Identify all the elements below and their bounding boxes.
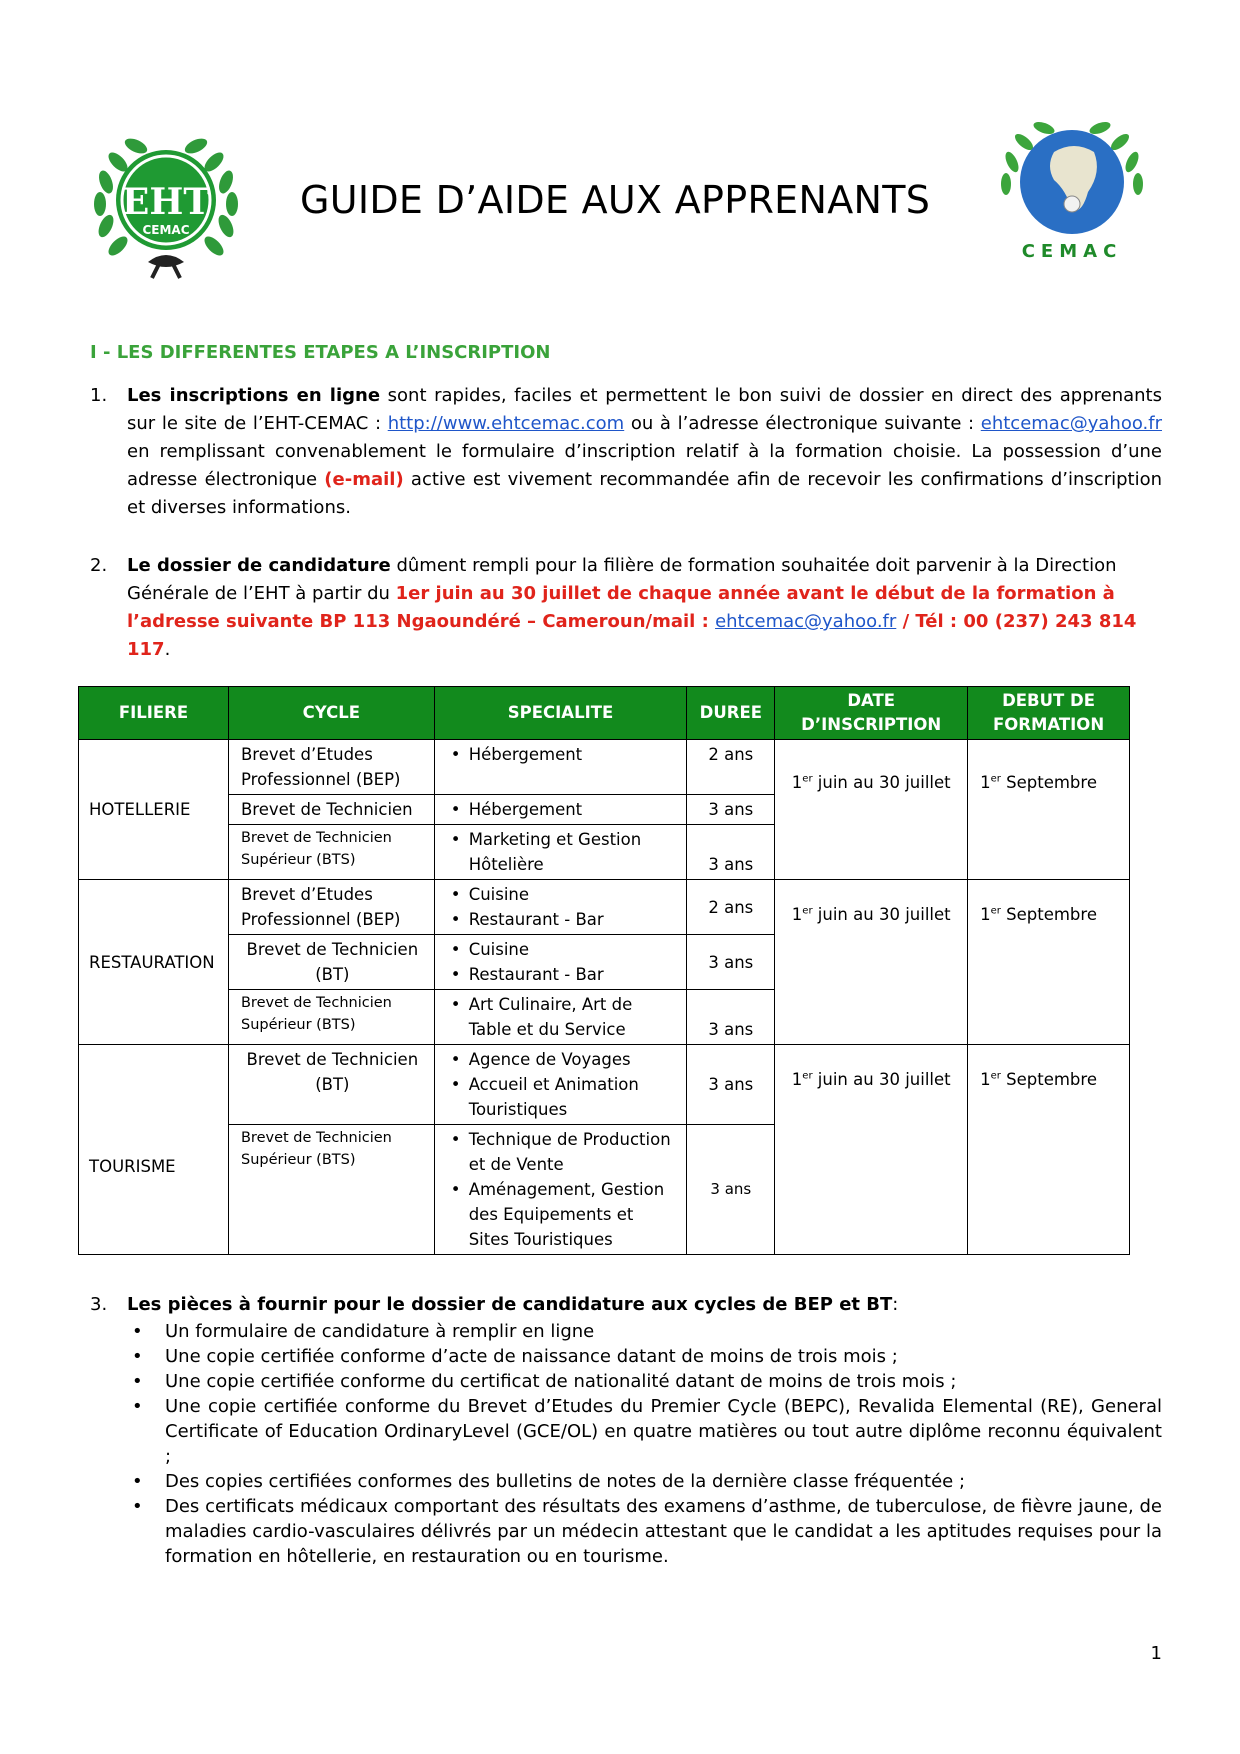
- email-link[interactable]: ehtcemac@yahoo.fr: [980, 413, 1162, 434]
- date-inscription-cell: 1er juin au 30 juillet: [775, 1045, 968, 1255]
- list-item: • Aménagement, Gestion des Equipements et Sites Touristiques: [469, 1177, 677, 1252]
- step-1-text: active est vivement recommandée afin de recevoir les confirmations d’inscription et diverses informations.: [127, 469, 1162, 518]
- email-highlight: (e-mail): [324, 469, 404, 490]
- eht-cemac-logo: [86, 122, 246, 282]
- page-number: 1: [1150, 1643, 1162, 1664]
- specialite-cell: [434, 1045, 687, 1125]
- debut-formation-cell: 1er Septembre: [968, 740, 1130, 880]
- step-2: [90, 552, 1162, 664]
- step-3-title: Les pièces à fournir pour le dossier de candidature aux cycles de BEP et BT: [127, 1294, 893, 1315]
- col-header: CYCLE: [228, 687, 434, 740]
- step-1-text: ou à l’adresse électronique suivante :: [624, 413, 981, 434]
- col-header: DEBUT DE FORMATION: [968, 687, 1130, 740]
- list-item: • Art Culinaire, Art de Table et du Service: [469, 992, 677, 1042]
- cemac-logo: [994, 112, 1150, 262]
- specialite-cell: [434, 990, 687, 1045]
- list-item: • Technique de Production et de Vente: [469, 1127, 677, 1177]
- col-header: DATE D’INSCRIPTION: [775, 687, 968, 740]
- cycle-cell: Brevet de Technicien Supérieur (BTS): [228, 1125, 434, 1255]
- step-2-text: dûment rempli pour la filière de formation souhaitée doit parvenir à la Direction Générale de l’EHT à partir du: [127, 555, 1117, 604]
- list-item: • Agence de Voyages: [469, 1047, 677, 1072]
- col-header: DUREE: [687, 687, 775, 740]
- specialite-cell: [434, 795, 687, 825]
- list-item: • Une copie certifiée conforme du certificat de nationalité datant de moins de trois mois ;: [90, 1369, 1162, 1394]
- list-number: 2.: [90, 555, 108, 576]
- duree-cell: 3 ans: [687, 1045, 775, 1125]
- cycle-cell: Brevet de Technicien (BT): [228, 1045, 434, 1125]
- list-item: • Cuisine: [469, 882, 677, 907]
- table-row: [79, 740, 1130, 795]
- cycle-cell: Brevet de Technicien (BT): [228, 935, 434, 990]
- list-item: • Hébergement: [469, 742, 677, 767]
- address-highlight: 1er juin au 30 juillet de chaque année avant le début de la formation à l’adresse suivante BP 113 Ngaoundéré – Cameroun/mail :: [127, 583, 1115, 632]
- list-item: • Cuisine: [469, 937, 677, 962]
- list-number: 3.: [90, 1294, 108, 1315]
- cycle-cell: Brevet d’Etudes Professionnel (BEP): [228, 740, 434, 795]
- cycle-cell: Brevet de Technicien Supérieur (BTS): [228, 990, 434, 1045]
- section-heading: I - LES DIFFERENTES ETAPES A L’INSCRIPTION: [90, 342, 551, 363]
- list-item: • Une copie certifiée conforme du Brevet d’Etudes du Premier Cycle (BEPC), Revalida Elemental (RE), General Certificate of Education OrdinaryLevel (GCE/OL) en quatre matières ou tout autre diplôme reconnu équivalent ;: [90, 1394, 1162, 1469]
- documents-list: [90, 1319, 1162, 1569]
- training-table: [78, 686, 1130, 1255]
- filiere-cell: TOURISME: [79, 1045, 229, 1255]
- duree-cell: 3 ans: [687, 935, 775, 990]
- email-link[interactable]: ehtcemac@yahoo.fr: [715, 611, 897, 632]
- list-number: 1.: [90, 385, 108, 406]
- specialite-cell: [434, 1125, 687, 1255]
- filiere-cell: RESTAURATION: [79, 880, 229, 1045]
- list-item: • Un formulaire de candidature à remplir en ligne: [90, 1319, 1162, 1344]
- date-inscription-cell: 1er juin au 30 juillet: [775, 880, 968, 1045]
- list-item: • Marketing et Gestion Hôtelière: [469, 827, 677, 877]
- duree-cell: 3 ans: [687, 990, 775, 1045]
- duree-cell: 3 ans: [687, 795, 775, 825]
- step-2-text: .: [164, 639, 171, 660]
- step-2-title: Le dossier de candidature: [127, 555, 391, 576]
- list-item: • Des copies certifiées conformes des bulletins de notes de la dernière classe fréquentée ;: [90, 1469, 1162, 1494]
- step-3: [90, 1292, 1162, 1569]
- specialite-cell: [434, 935, 687, 990]
- specialite-cell: [434, 825, 687, 880]
- list-item: • Restaurant - Bar: [469, 907, 677, 932]
- step-1-title: Les inscriptions en ligne: [127, 385, 381, 406]
- date-inscription-cell: 1er juin au 30 juillet: [775, 740, 968, 880]
- list-item: • Une copie certifiée conforme d’acte de naissance datant de moins de trois mois ;: [90, 1344, 1162, 1369]
- duree-cell: 2 ans: [687, 880, 775, 935]
- svg-text:CEMAC: CEMAC: [142, 223, 190, 237]
- cycle-cell: Brevet de Technicien: [228, 795, 434, 825]
- list-item: • Accueil et Animation Touristiques: [469, 1072, 677, 1122]
- specialite-cell: [434, 740, 687, 795]
- list-item: • Hébergement: [469, 797, 677, 822]
- step-3-colon: :: [892, 1294, 899, 1315]
- duree-cell: 3 ans: [687, 1125, 775, 1255]
- table-row: [79, 880, 1130, 935]
- col-header: SPECIALITE: [434, 687, 687, 740]
- debut-formation-cell: 1er Septembre: [968, 1045, 1130, 1255]
- table-header-row: [79, 687, 1130, 740]
- list-item: • Des certificats médicaux comportant des résultats des examens d’asthme, de tuberculose, de fièvre jaune, de maladies cardio-vasculaires délivrés par un médecin attestant que le candidat a les aptitudes requises pour la formation en hôtellerie, en restauration ou en tourisme.: [90, 1494, 1162, 1569]
- step-1-text: sont rapides, faciles et permettent le bon suivi de dossier en direct des apprenants sur le site de l’EHT-CEMAC :: [127, 385, 1162, 434]
- cycle-cell: Brevet de Technicien Supérieur (BTS): [228, 825, 434, 880]
- page-title: GUIDE D’AIDE AUX APPRENANTS: [300, 178, 931, 222]
- step-1: [90, 382, 1162, 522]
- filiere-cell: HOTELLERIE: [79, 740, 229, 880]
- phone-highlight: / Tél : 00 (237) 243 814 117: [127, 611, 1137, 660]
- website-link[interactable]: http://www.ehtcemac.com: [387, 413, 625, 434]
- cycle-cell: Brevet d’Etudes Professionnel (BEP): [228, 880, 434, 935]
- specialite-cell: [434, 880, 687, 935]
- svg-text:EHT: EHT: [121, 181, 211, 223]
- svg-text:CEMAC: CEMAC: [1021, 241, 1123, 262]
- step-1-text: en remplissant convenablement le formulaire d’inscription relatif à la formation choisie. La possession d’une adresse électronique: [127, 441, 1162, 490]
- table-row: [79, 1045, 1130, 1125]
- debut-formation-cell: 1er Septembre: [968, 880, 1130, 1045]
- col-header: FILIERE: [79, 687, 229, 740]
- list-item: • Restaurant - Bar: [469, 962, 677, 987]
- duree-cell: 3 ans: [687, 825, 775, 880]
- duree-cell: 2 ans: [687, 740, 775, 795]
